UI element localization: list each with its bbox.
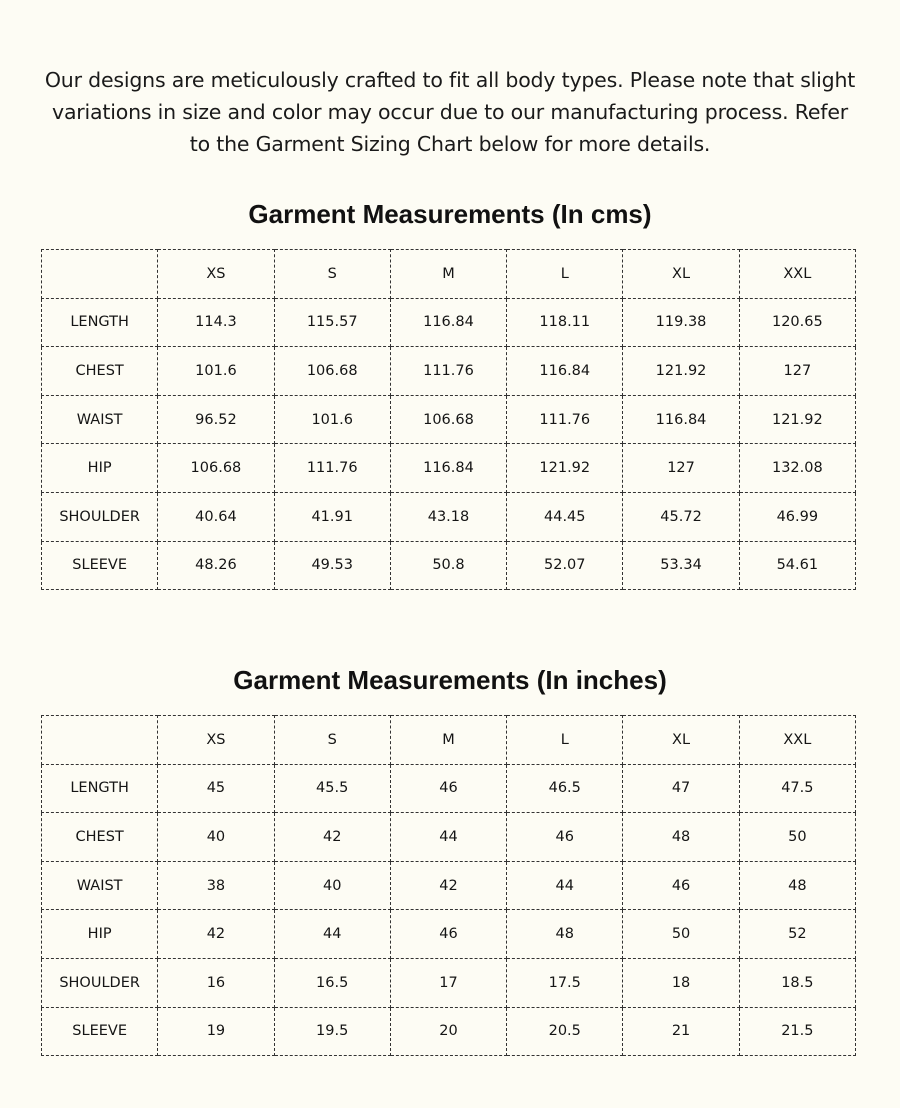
measurement-value-cell: 18 bbox=[623, 958, 739, 1007]
measurement-label-cell: HIP bbox=[42, 910, 158, 959]
measurement-value-cell: 41.91 bbox=[274, 492, 390, 541]
measurement-value-cell: 48 bbox=[739, 861, 855, 910]
measurement-label-cell: HIP bbox=[42, 444, 158, 493]
size-header-cell: L bbox=[507, 716, 623, 765]
table-row bbox=[42, 298, 856, 347]
table-row bbox=[42, 444, 856, 493]
measurement-value-cell: 48 bbox=[507, 910, 623, 959]
measurement-value-cell: 45.5 bbox=[274, 764, 390, 813]
measurement-value-cell: 127 bbox=[623, 444, 739, 493]
size-header-cell: L bbox=[507, 250, 623, 299]
measurement-value-cell: 19 bbox=[158, 1007, 274, 1056]
size-header-cell: XS bbox=[158, 250, 274, 299]
measurement-value-cell: 116.84 bbox=[390, 444, 506, 493]
measurement-value-cell: 132.08 bbox=[739, 444, 855, 493]
size-header-cell: M bbox=[390, 716, 506, 765]
measurement-value-cell: 54.61 bbox=[739, 541, 855, 590]
table-row bbox=[42, 395, 856, 444]
measurement-label-cell: SHOULDER bbox=[42, 958, 158, 1007]
table-row bbox=[42, 958, 856, 1007]
measurement-value-cell: 114.3 bbox=[158, 298, 274, 347]
measurement-value-cell: 43.18 bbox=[390, 492, 506, 541]
measurement-value-cell: 50 bbox=[623, 910, 739, 959]
measurement-value-cell: 96.52 bbox=[158, 395, 274, 444]
measurement-value-cell: 17 bbox=[390, 958, 506, 1007]
measurement-value-cell: 44 bbox=[274, 910, 390, 959]
measurement-value-cell: 50.8 bbox=[390, 541, 506, 590]
measurement-label-cell: SLEEVE bbox=[42, 541, 158, 590]
table-row bbox=[42, 813, 856, 862]
corner-cell bbox=[42, 250, 158, 299]
table-row bbox=[42, 541, 856, 590]
measurement-value-cell: 20.5 bbox=[507, 1007, 623, 1056]
measurement-value-cell: 53.34 bbox=[623, 541, 739, 590]
size-header-cell: S bbox=[274, 250, 390, 299]
corner-cell bbox=[42, 716, 158, 765]
measurement-value-cell: 46 bbox=[390, 764, 506, 813]
measurement-value-cell: 40 bbox=[274, 861, 390, 910]
size-header-cell: XXL bbox=[739, 716, 855, 765]
measurement-value-cell: 121.92 bbox=[507, 444, 623, 493]
measurement-value-cell: 18.5 bbox=[739, 958, 855, 1007]
measurement-value-cell: 120.65 bbox=[739, 298, 855, 347]
measurement-label-cell: LENGTH bbox=[42, 764, 158, 813]
table-row bbox=[42, 492, 856, 541]
table-row bbox=[42, 910, 856, 959]
measurement-value-cell: 40.64 bbox=[158, 492, 274, 541]
measurement-value-cell: 16 bbox=[158, 958, 274, 1007]
measurements-table-cms bbox=[41, 249, 856, 590]
measurement-value-cell: 44.45 bbox=[507, 492, 623, 541]
measurement-value-cell: 17.5 bbox=[507, 958, 623, 1007]
measurement-value-cell: 116.84 bbox=[507, 347, 623, 396]
measurement-value-cell: 50 bbox=[739, 813, 855, 862]
measurement-value-cell: 115.57 bbox=[274, 298, 390, 347]
measurement-value-cell: 52.07 bbox=[507, 541, 623, 590]
measurement-value-cell: 46 bbox=[507, 813, 623, 862]
measurement-value-cell: 21.5 bbox=[739, 1007, 855, 1056]
measurement-value-cell: 121.92 bbox=[739, 395, 855, 444]
measurement-label-cell: WAIST bbox=[42, 861, 158, 910]
measurement-value-cell: 111.76 bbox=[507, 395, 623, 444]
table-row bbox=[42, 347, 856, 396]
measurement-value-cell: 116.84 bbox=[623, 395, 739, 444]
measurement-label-cell: CHEST bbox=[42, 347, 158, 396]
measurements-table-inches bbox=[41, 715, 856, 1056]
measurement-value-cell: 42 bbox=[390, 861, 506, 910]
measurement-value-cell: 47 bbox=[623, 764, 739, 813]
size-header-cell: XXL bbox=[739, 250, 855, 299]
measurement-value-cell: 119.38 bbox=[623, 298, 739, 347]
measurement-value-cell: 106.68 bbox=[390, 395, 506, 444]
size-header-cell: M bbox=[390, 250, 506, 299]
measurement-value-cell: 44 bbox=[390, 813, 506, 862]
size-header-cell: S bbox=[274, 716, 390, 765]
size-header-cell: XS bbox=[158, 716, 274, 765]
measurement-value-cell: 111.76 bbox=[390, 347, 506, 396]
measurement-value-cell: 40 bbox=[158, 813, 274, 862]
intro-paragraph: Our designs are meticulously crafted to fit all body types. Please note that slight variations in size and color may occur due to our manufacturing process. Refer to the Garment Sizing Chart below for more details. bbox=[44, 67, 856, 156]
measurement-value-cell: 21 bbox=[623, 1007, 739, 1056]
table-row bbox=[42, 764, 856, 813]
size-header-cell: XL bbox=[623, 250, 739, 299]
measurement-value-cell: 48.26 bbox=[158, 541, 274, 590]
measurement-value-cell: 101.6 bbox=[158, 347, 274, 396]
measurement-value-cell: 127 bbox=[739, 347, 855, 396]
measurement-value-cell: 16.5 bbox=[274, 958, 390, 1007]
measurement-value-cell: 44 bbox=[507, 861, 623, 910]
measurement-value-cell: 48 bbox=[623, 813, 739, 862]
table-title-cms: Garment Measurements (In cms) bbox=[248, 198, 652, 229]
size-header-cell: XL bbox=[623, 716, 739, 765]
measurement-value-cell: 106.68 bbox=[158, 444, 274, 493]
measurement-value-cell: 42 bbox=[158, 910, 274, 959]
table-title-inches: Garment Measurements (In inches) bbox=[233, 664, 667, 695]
measurement-value-cell: 121.92 bbox=[623, 347, 739, 396]
size-header-row bbox=[42, 716, 856, 765]
measurement-value-cell: 38 bbox=[158, 861, 274, 910]
measurement-value-cell: 46 bbox=[390, 910, 506, 959]
measurement-value-cell: 45.72 bbox=[623, 492, 739, 541]
measurement-value-cell: 49.53 bbox=[274, 541, 390, 590]
measurement-value-cell: 46.5 bbox=[507, 764, 623, 813]
measurement-value-cell: 118.11 bbox=[507, 298, 623, 347]
measurement-value-cell: 106.68 bbox=[274, 347, 390, 396]
measurement-value-cell: 45 bbox=[158, 764, 274, 813]
measurement-value-cell: 46.99 bbox=[739, 492, 855, 541]
table-row bbox=[42, 861, 856, 910]
measurement-value-cell: 47.5 bbox=[739, 764, 855, 813]
measurement-value-cell: 20 bbox=[390, 1007, 506, 1056]
measurement-value-cell: 52 bbox=[739, 910, 855, 959]
measurement-label-cell: LENGTH bbox=[42, 298, 158, 347]
measurement-label-cell: SHOULDER bbox=[42, 492, 158, 541]
measurement-value-cell: 116.84 bbox=[390, 298, 506, 347]
table-row bbox=[42, 1007, 856, 1056]
size-header-row bbox=[42, 250, 856, 299]
measurement-value-cell: 42 bbox=[274, 813, 390, 862]
measurement-label-cell: CHEST bbox=[42, 813, 158, 862]
measurement-label-cell: WAIST bbox=[42, 395, 158, 444]
measurement-value-cell: 111.76 bbox=[274, 444, 390, 493]
measurement-value-cell: 46 bbox=[623, 861, 739, 910]
measurement-label-cell: SLEEVE bbox=[42, 1007, 158, 1056]
measurement-value-cell: 101.6 bbox=[274, 395, 390, 444]
measurement-value-cell: 19.5 bbox=[274, 1007, 390, 1056]
